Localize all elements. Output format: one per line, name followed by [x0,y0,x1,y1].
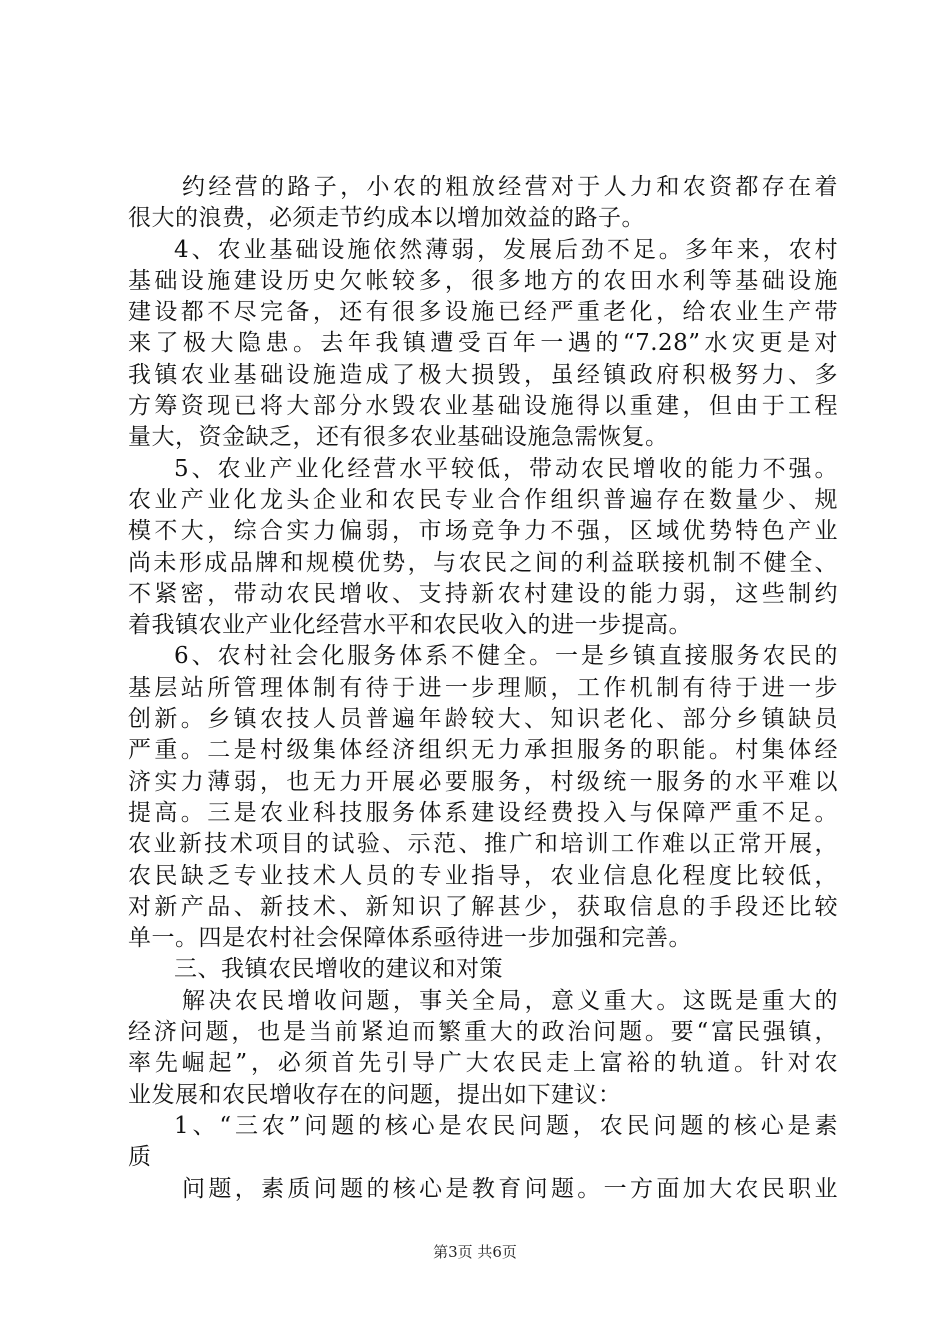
text-line: 质 [128,1144,152,1171]
text-line: 约经营的路子，小农的粗放经营对于人力和农资都存在着 [182,174,838,200]
text-line: 尚未形成品牌和规模优势，与农民之间的利益联接机制不健全、 [128,549,838,576]
text-line: 1、“三农”问题的核心是农民问题，农民问题的核心是素 [174,1112,838,1139]
page-number-footer: 第3页 共6页 [433,1243,517,1261]
text-line: 率先崛起”，必须首先引导广大农民走上富裕的轨道。针对农 [128,1050,838,1077]
text-line: 业发展和农民增收存在的问题，提出如下建议： [128,1081,622,1108]
text-line: 基础设施建设历史欠帐较多，很多地方的农田水利等基础设施 [128,267,838,294]
document-body [128,172,838,1205]
text-line: 量大，资金缺乏，还有很多农业基础设施急需恢复。 [128,424,669,451]
text-line: 提高。三是农业科技服务体系建设经费投入与保障严重不足。 [128,799,838,826]
text-line: 着我镇农业产业化经营水平和农民收入的进一步提高。 [128,612,692,639]
text-line: 农民缺乏专业技术人员的专业指导，农业信息化程度比较低， [128,862,838,889]
text-line: 创新。乡镇农技人员普遍年龄较大、知识老化、部分乡镇缺员 [128,706,838,733]
text-line: 5、农业产业化经营水平较低，带动农民增收的能力不强。 [174,455,838,482]
text-line: 来了极大隐患。去年我镇遭受百年一遇的“7.28”水灾更是对 [128,330,838,357]
text-line: 建设都不尽完备，还有很多设施已经严重老化，给农业生产带 [128,299,838,326]
text-line: 经济问题，也是当前紧迫而繁重大的政治问题。要“富民强镇， [128,1019,838,1046]
text-line: 模不大，综合实力偏弱，市场竞争力不强，区域优势特色产业 [128,518,838,545]
text-line: 解决农民增收问题，事关全局，意义重大。这既是重大的 [182,987,838,1014]
section-heading: 三、我镇农民增收的建议和对策 [174,956,503,983]
text-line: 基层站所管理体制有待于进一步理顺，工作机制有待于进一步 [128,674,838,701]
text-line: 方筹资现已将大部分水毁农业基础设施得以重建，但由于工程 [128,393,838,420]
text-line: 农业新技术项目的试验、示范、推广和培训工作难以正常开展， [128,831,838,858]
text-line: 4、农业基础设施依然薄弱，发展后劲不足。多年来，农村 [174,236,838,263]
text-line: 严重。二是村级集体经济组织无力承担服务的职能。村集体经 [128,737,838,764]
text-line: 6、农村社会化服务体系不健全。一是乡镇直接服务农民的 [174,643,838,670]
text-line: 不紧密，带动农民增收、支持新农村建设的能力弱，这些制约 [128,580,838,607]
text-line: 我镇农业基础设施造成了极大损毁，虽经镇政府积极努力、多 [128,361,838,388]
text-line: 农业产业化龙头企业和农民专业合作组织普遍存在数量少、规 [128,486,838,513]
text-line: 对新产品、新技术、新知识了解甚少，获取信息的手段还比较 [128,893,838,920]
text-line: 单一。四是农村社会保障体系亟待进一步加强和完善。 [128,925,692,952]
text-line: 问题，素质问题的核心是教育问题。一方面加大农民职业 [182,1175,838,1202]
text-line: 济实力薄弱，也无力开展必要服务，村级统一服务的水平难以 [128,768,838,795]
text-line: 很大的浪费，必须走节约成本以增加效益的路子。 [128,205,645,232]
